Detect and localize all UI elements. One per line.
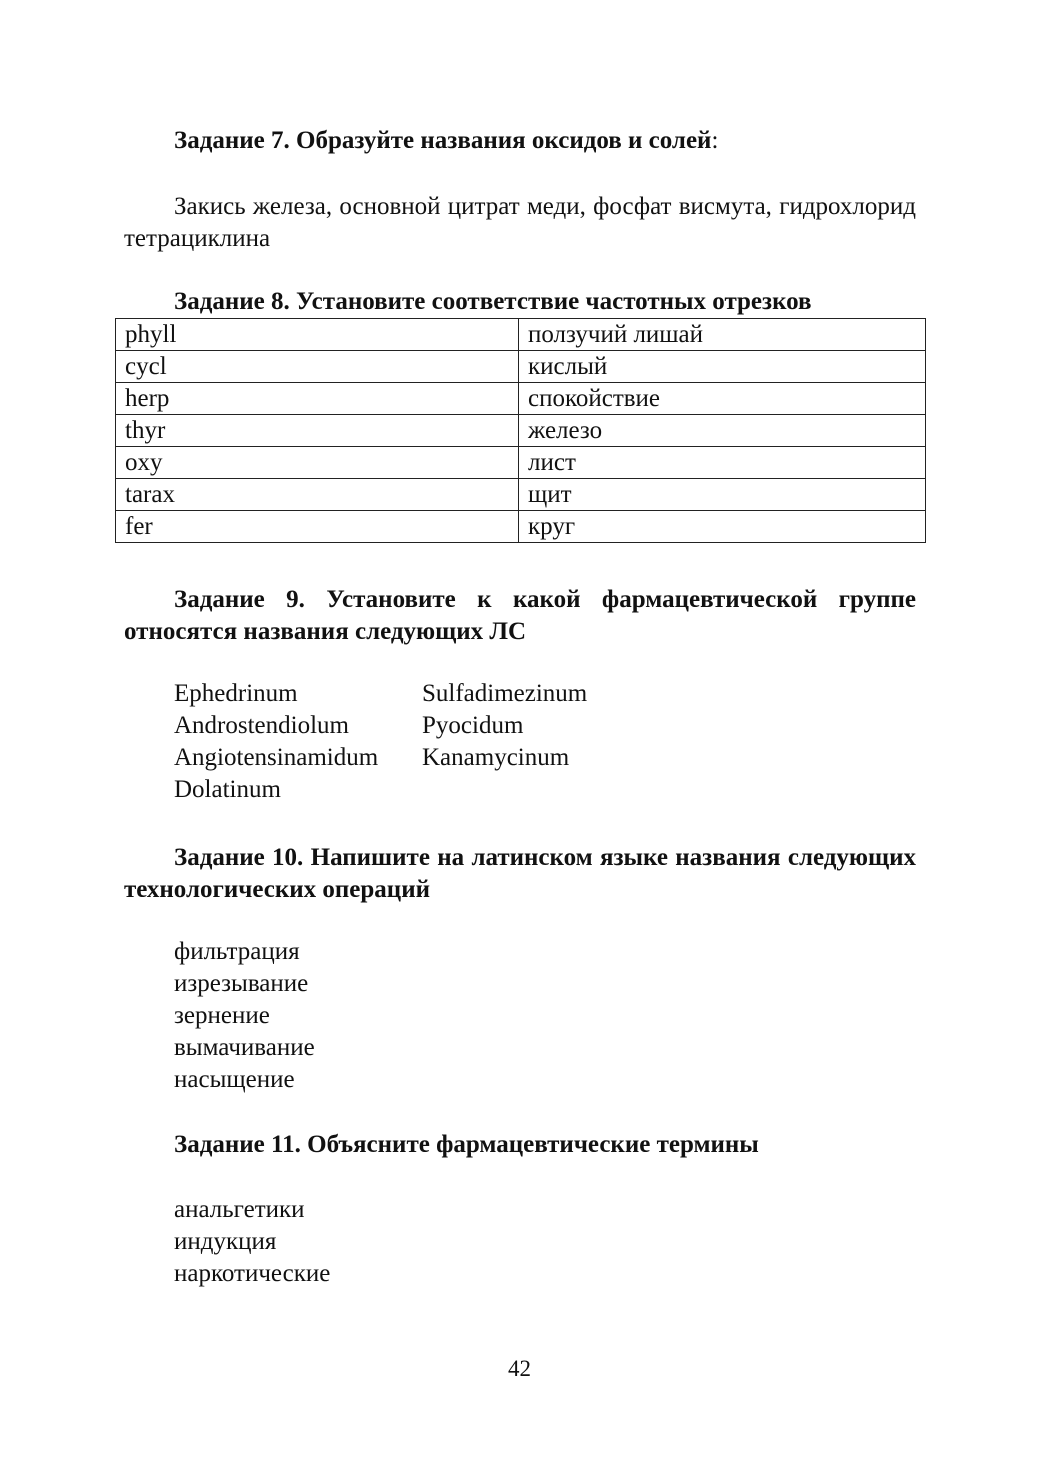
table-cell-left: tarax: [116, 479, 519, 511]
table-row: [116, 479, 926, 511]
drug-name: Kanamycinum: [422, 744, 570, 771]
table-cell-left: phyll: [116, 319, 519, 351]
table-cell-left: thyr: [116, 415, 519, 447]
task11-heading: Задание 11. Объясните фармацевтические термины: [174, 1131, 759, 1158]
list-item: изрезывание: [174, 970, 309, 997]
list-item: индукция: [174, 1228, 277, 1255]
matching-table: [115, 318, 926, 543]
table-row: [116, 319, 926, 351]
table-cell-right: кислый: [519, 351, 926, 383]
task8-section: [124, 286, 916, 318]
table-cell-left: cycl: [116, 351, 519, 383]
drug-name: Pyocidum: [422, 712, 524, 739]
task11-section: [124, 1129, 916, 1161]
table-cell-right: спокойствие: [519, 383, 926, 415]
page-number: 42: [508, 1356, 531, 1381]
list-item: [174, 710, 587, 742]
task10-section: [124, 842, 916, 906]
list-item: [174, 678, 587, 710]
task8-heading: Задание 8. Установите соответствие частотных отрезков: [174, 288, 812, 315]
task9-section: [124, 584, 916, 648]
task7-heading: Задание 7. Образуйте названия оксидов и солей:: [174, 127, 719, 154]
list-item: зернение: [174, 1002, 270, 1029]
table-cell-left: herp: [116, 383, 519, 415]
drug-name: Ephedrinum: [174, 680, 298, 707]
task7-text-block: [124, 191, 916, 255]
list-item: анальгетики: [174, 1196, 305, 1223]
table-row: [116, 511, 926, 543]
drug-name: Dolatinum: [174, 776, 281, 803]
list-item: фильтрация: [174, 938, 300, 965]
table-cell-left: fer: [116, 511, 519, 543]
table-cell-right: ползучий лишай: [519, 319, 926, 351]
operations-list: [174, 936, 315, 1096]
table-row: [116, 415, 926, 447]
list-item: [174, 742, 587, 774]
drug-name: Angiotensinamidum: [174, 744, 379, 771]
list-item: [174, 774, 587, 806]
table-cell-right: щит: [519, 479, 926, 511]
terms-list: [174, 1194, 330, 1290]
task7-section: [124, 125, 916, 157]
drug-name: Sulfadimezinum: [422, 680, 588, 707]
drug-list: [174, 678, 587, 806]
table-row: [116, 351, 926, 383]
table-cell-left: oxy: [116, 447, 519, 479]
task10-heading: Задание 10. Напишите на латинском языке названия следующих технологических операций: [124, 844, 916, 903]
table-row: [116, 383, 926, 415]
list-item: насыщение: [174, 1066, 295, 1093]
table-cell-right: круг: [519, 511, 926, 543]
table-cell-right: лист: [519, 447, 926, 479]
drug-name: Androstendiolum: [174, 712, 349, 739]
list-item: вымачивание: [174, 1034, 315, 1061]
table-cell-right: железо: [519, 415, 926, 447]
list-item: наркотические: [174, 1260, 331, 1287]
table-row: [116, 447, 926, 479]
task7-text: Закись железа, основной цитрат меди, фосфат висмута, гидрохлорид тетрациклина: [124, 193, 916, 252]
task9-heading: Задание 9. Установите к какой фармацевтической группе относятся названия следующих ЛС: [124, 586, 916, 645]
